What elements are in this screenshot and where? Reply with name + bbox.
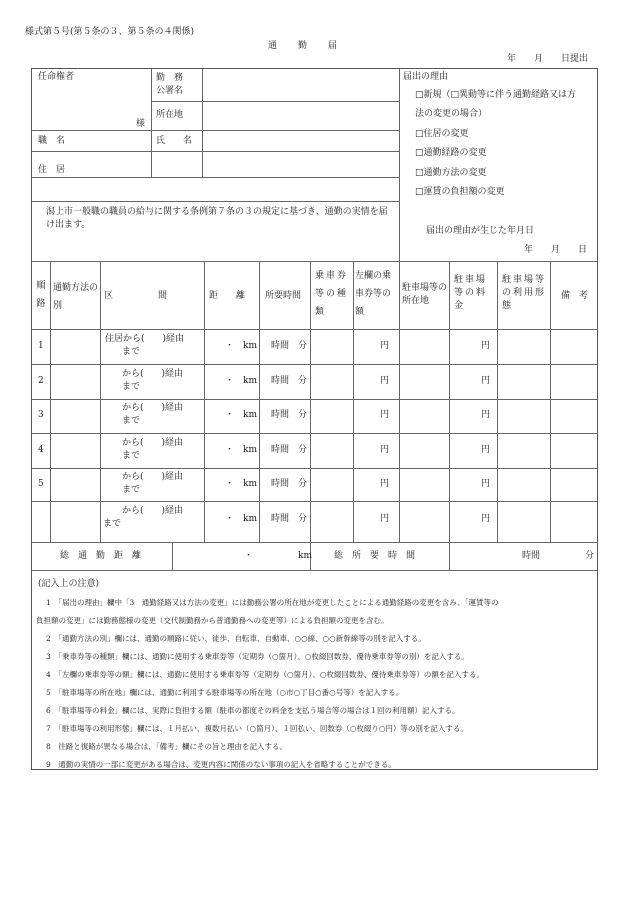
row-number: 3 <box>38 410 44 420</box>
row-parking-yen: 円 <box>481 445 491 455</box>
row-ticket-yen: 円 <box>380 479 390 489</box>
total-distance-label: 総 通 勤 距 離 <box>60 551 142 561</box>
note-item: 3 「乗車券等の種類」欄には、通勤に使用する乗車券等（定期券（○箇月）、○枚綴回数券、優待乗車券等の別）を記入する。 <box>46 652 469 661</box>
route-to: まで <box>122 416 141 426</box>
route-to: まで <box>122 485 141 495</box>
note-item: 7 「駐車場等の利用形態」欄には、１月払い、複数月払い（○箇月）、１回払い、回数券（○枚綴り○円）等の別を記入する。 <box>46 724 468 733</box>
row-distance: ・ km <box>225 376 257 386</box>
row-time: 時間 分 <box>271 410 308 420</box>
col-parking-location: 駐車場等の所在地 <box>402 283 448 306</box>
note-item: 1 「届出の理由」欄中「3 通勤経路又は方法の変更」には勤務公署の所在地が変更したことによる通勤経路の変更を含み、「運賃等の <box>46 598 499 607</box>
reason-residence[interactable]: □住居の変更 <box>415 129 469 139</box>
submission-date: 年 月 日提出 <box>507 54 589 64</box>
row-distance: ・ km <box>225 410 257 420</box>
route-from: から( )経由 <box>122 506 184 516</box>
route-to: まで <box>103 519 122 529</box>
residence-label: 住 居 <box>38 165 66 175</box>
row-distance: ・ km <box>225 341 257 351</box>
route-from: から( )経由 <box>122 472 184 482</box>
notes-title: (記入上の注意) <box>38 579 100 589</box>
reason-fare[interactable]: □運賃の負担額の変更 <box>415 187 505 197</box>
total-distance-value: ・ km <box>244 551 312 561</box>
row-time: 時間 分 <box>271 341 308 351</box>
form-title: 通 勤 届 <box>268 41 339 51</box>
row-number: 2 <box>38 376 44 386</box>
reason-date-label: 届出の理由が生じた年月日 <box>426 226 535 236</box>
row-distance: ・ km <box>225 445 257 455</box>
col-ticket-type: 乗車券等の種類 <box>315 271 349 317</box>
row-parking-yen: 円 <box>481 479 491 489</box>
row-number: 1 <box>38 341 44 351</box>
reason-route[interactable]: □通勤経路の変更 <box>415 148 487 158</box>
note-item: 6 「駐車場等の料金」欄には、実際に負担する額（駐車の都度その料金を支払う場合等の場合は１回の利用額）記入する。 <box>46 706 460 715</box>
reason-new-cont: 法の変更の場合） <box>415 109 488 119</box>
commute-form <box>31 68 598 770</box>
row-ticket-yen: 円 <box>380 514 390 524</box>
row-ticket-yen: 円 <box>380 341 390 351</box>
row-distance: ・ km <box>225 514 257 524</box>
location-label: 所在地 <box>156 110 184 120</box>
statement: 潟上市一般職の職員の給与に関する条例第７条の３の規定に基づき、通勤の実情を届け出ます。 <box>46 207 388 230</box>
reason-date-value: 年 月 日 <box>524 245 588 255</box>
row-parking-yen: 円 <box>481 341 491 351</box>
row-ticket-yen: 円 <box>380 445 390 455</box>
row-time: 時間 分 <box>271 514 308 524</box>
total-time-value: 時間 分 <box>522 551 595 561</box>
col-section: 区 間 <box>104 291 168 301</box>
route-from: から( )経由 <box>122 438 184 448</box>
reason-title: 届出の理由 <box>403 72 449 82</box>
route-from: から( )経由 <box>122 369 184 379</box>
col-method: 通勤方法の別 <box>53 283 99 311</box>
col-parking-usage: 駐車場等の利用形態 <box>502 275 547 311</box>
honorific: 様 <box>136 119 146 129</box>
note-item: 2 「通勤方法の別」欄には、通勤の順路に従い、徒歩、自転車、自動車、○○線、○○新幹線等の別を記入する。 <box>46 634 426 643</box>
row-number: 4 <box>38 445 44 455</box>
route-to: まで <box>122 347 141 357</box>
form-number: 様式第５号(第５条の３、第５条の４関係) <box>25 27 195 37</box>
col-parking-fee: 駐車場等の料金 <box>454 275 488 311</box>
office-label-1: 勤 務 <box>156 73 184 83</box>
col-remarks: 備 考 <box>561 291 589 301</box>
note-item: 9 通勤の実情の一部に変更がある場合は、変更内容に関係のない事項の記入を省略することができる。 <box>46 760 396 769</box>
col-order: 順路 <box>36 281 46 309</box>
note-item: 4 「左欄の乗車券等の額」欄には、通勤に使用する乗車券等（定期券（○箇月）、○枚綴回数券、優待乗車券等）の額を記入する。 <box>46 670 484 679</box>
reason-method[interactable]: □通勤方法の変更 <box>415 168 487 178</box>
note-item: 5 「駐車場等の所在地」欄には、通勤に利用する駐車場等の所在地（○市○丁目○番○号等）を記入する。 <box>46 688 404 697</box>
row-time: 時間 分 <box>271 445 308 455</box>
route-from: 住居から( )経由 <box>105 334 185 344</box>
row-ticket-yen: 円 <box>380 376 390 386</box>
appointer-label: 任命権者 <box>38 72 75 82</box>
row-parking-yen: 円 <box>481 376 491 386</box>
row-time: 時間 分 <box>271 376 308 386</box>
row-ticket-yen: 円 <box>380 410 390 420</box>
name-label: 氏 名 <box>156 136 193 146</box>
row-number: 5 <box>38 479 44 489</box>
total-time-label: 総 所 要 時 間 <box>334 551 416 561</box>
route-from: から( )経由 <box>122 403 184 413</box>
position-label: 職 名 <box>38 136 66 146</box>
row-parking-yen: 円 <box>481 410 491 420</box>
row-time: 時間 分 <box>271 479 308 489</box>
office-label-2: 公署名 <box>156 86 184 96</box>
row-distance: ・ km <box>225 479 257 489</box>
row-parking-yen: 円 <box>481 514 491 524</box>
route-to: まで <box>122 451 141 461</box>
col-ticket-cost: 左欄の乗車券等の額 <box>355 271 392 317</box>
route-to: まで <box>122 382 141 392</box>
reason-new[interactable]: □新規（□異動等に伴う通勤経路又は方 <box>415 90 577 100</box>
col-time: 所要時間 <box>265 291 302 301</box>
note-item: 8 往路と復路が異なる場合は、「備考」欄にその旨と理由を記入する。 <box>46 742 288 751</box>
col-distance: 距 離 <box>209 291 246 301</box>
note-item: 負担額の変更」には勤務態様の変更（交代制勤務から普通勤務への変更等）による負担額の変更を含む。 <box>36 616 389 625</box>
